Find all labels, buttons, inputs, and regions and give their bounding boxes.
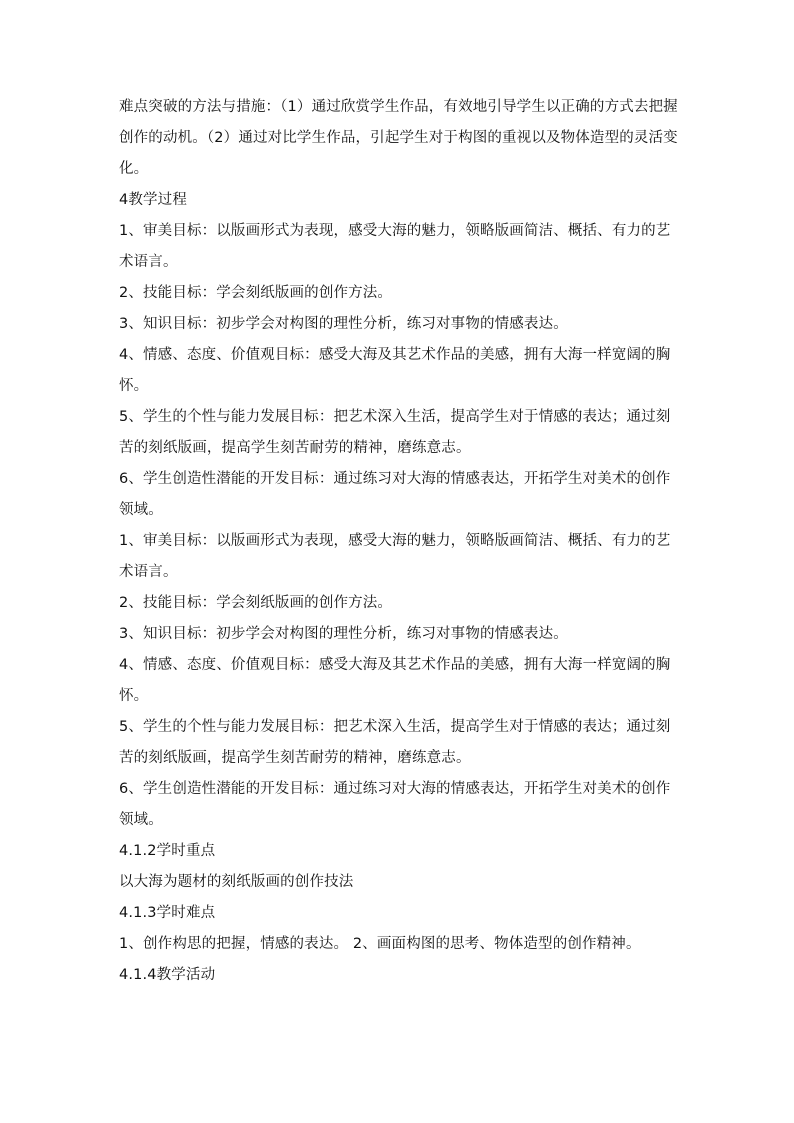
goal-personality-ability-repeat: 5、学生的个性与能力发展目标：把艺术深入生活，提高学生对于情感的表达；通过刻苦的刻纸版画，提高学生刻苦耐劳的精神，磨练意志。: [119, 719, 671, 766]
heading-difficulties: 4.1.3学时难点: [119, 905, 216, 921]
goal-knowledge: 3、知识目标：初步学会对构图的理性分析，练习对事物的情感表达。: [119, 316, 568, 332]
paragraph-difficulties: 1、创作构思的把握，情感的表达。 2、画面构图的思考、物体造型的创作精神。: [119, 936, 641, 952]
heading-teaching-activities: 4.1.4教学活动: [119, 967, 216, 983]
goal-aesthetic: 1、审美目标：以版画形式为表现，感受大海的魅力，领略版画简洁、概括、有力的艺术语言。: [119, 223, 671, 270]
goal-emotion-attitude-values-repeat: 4、情感、态度、价值观目标：感受大海及其艺术作品的美感，拥有大海一样宽阔的胸怀。: [119, 657, 671, 704]
goal-emotion-attitude-values: 4、情感、态度、价值观目标：感受大海及其艺术作品的美感，拥有大海一样宽阔的胸怀。: [119, 347, 671, 394]
goal-creativity: 6、学生创造性潜能的开发目标：通过练习对大海的情感表达，开拓学生对美术的创作领域。: [119, 471, 671, 518]
heading-teaching-process: 4教学过程: [119, 192, 187, 208]
goal-skill: 2、技能目标：学会刻纸版画的创作方法。: [119, 285, 393, 301]
goal-creativity-repeat: 6、学生创造性潜能的开发目标：通过练习对大海的情感表达，开拓学生对美术的创作领域。: [119, 781, 671, 828]
document-body: [119, 92, 679, 991]
goal-personality-ability: 5、学生的个性与能力发展目标：把艺术深入生活，提高学生对于情感的表达；通过刻苦的刻纸版画，提高学生刻苦耐劳的精神，磨练意志。: [119, 409, 671, 456]
goal-aesthetic-repeat: 1、审美目标：以版画形式为表现，感受大海的魅力，领略版画简洁、概括、有力的艺术语言。: [119, 533, 671, 580]
goal-knowledge-repeat: 3、知识目标：初步学会对构图的理性分析，练习对事物的情感表达。: [119, 626, 568, 642]
heading-key-points: 4.1.2学时重点: [119, 843, 216, 859]
paragraph-difficulty-methods: 难点突破的方法与措施：（1）通过欣赏学生作品，有效地引导学生以正确的方式去把握创作的动机。（2）通过对比学生作品，引起学生对于构图的重视以及物体造型的灵活变化。: [119, 99, 678, 177]
goal-skill-repeat: 2、技能目标：学会刻纸版画的创作方法。: [119, 595, 393, 611]
paragraph-key-points: 以大海为题材的刻纸版画的创作技法: [119, 874, 354, 890]
